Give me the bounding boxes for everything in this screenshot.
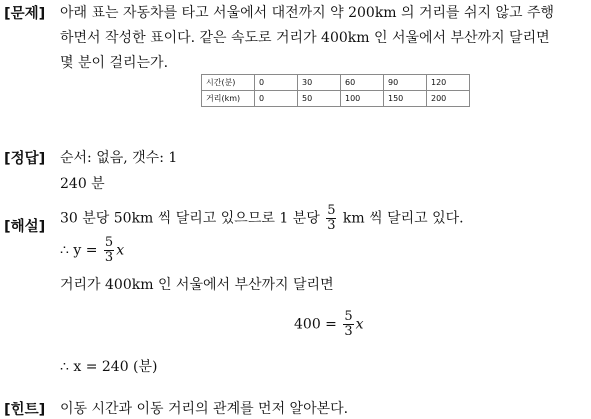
fraction-denominator: 3 (104, 250, 114, 265)
fraction-numerator: 5 (344, 309, 353, 324)
variable-x: x (116, 242, 125, 259)
solution-line-1 (60, 204, 464, 233)
fraction-denominator: 3 (344, 324, 353, 339)
solution-line-5: ∴ x = 240 (분) (60, 359, 158, 375)
problem-line-1: 아래 표는 자동차를 타고 서울에서 대전까지 약 200km 의 거리를 쉬지 않고 주행 (60, 5, 555, 21)
problem-tag: [문제] (4, 6, 46, 22)
solution-equation (294, 310, 364, 339)
answer-line-2: 240 분 (60, 176, 105, 192)
solution-line-3: 거리가 400km 인 서울에서 부산까지 달리면 (60, 277, 334, 293)
hint-text: 이동 시간과 이동 거리의 관계를 먼저 알아본다. (60, 401, 349, 417)
fraction-denominator: 3 (327, 218, 336, 233)
table-cell: 0 (255, 91, 298, 107)
table-cell: 50 (298, 91, 341, 107)
table-cell: 0 (255, 75, 298, 91)
table-cell: 30 (298, 75, 341, 91)
solution-tag: [해설] (4, 219, 46, 235)
table-row-time (202, 75, 470, 91)
variable-x: x (355, 316, 364, 333)
fraction (326, 204, 336, 233)
data-table (201, 74, 470, 107)
table-cell: 120 (427, 75, 470, 91)
equation-pre: 400 = (294, 316, 337, 333)
table-cell: 200 (427, 91, 470, 107)
table-cell: 100 (341, 91, 384, 107)
fraction (343, 310, 353, 339)
table-cell: 150 (384, 91, 427, 107)
table-header: 거리(km) (202, 91, 255, 107)
fraction-numerator: 5 (104, 235, 114, 250)
table-cell: 60 (341, 75, 384, 91)
table-header: 시간(분) (202, 75, 255, 91)
table-cell: 90 (384, 75, 427, 91)
solution-line-2-pre: ∴ y = (60, 242, 98, 259)
solution-line-1-pre: 30 분당 50km 씩 달리고 있으므로 1 분당 (60, 210, 320, 227)
fraction-numerator: 5 (327, 203, 336, 218)
answer-line-1: 순서: 없음, 갯수: 1 (60, 150, 178, 166)
problem-line-3: 몇 분이 걸리는가. (60, 55, 169, 71)
table-row-distance (202, 91, 470, 107)
fraction (104, 236, 114, 265)
solution-line-2 (60, 236, 124, 265)
problem-line-2: 하면서 작성한 표이다. 같은 속도로 거리가 400km 인 서울에서 부산까지 달리면 (60, 30, 550, 46)
solution-line-1-post: km 씩 달리고 있다. (342, 210, 464, 227)
answer-tag: [정답] (4, 151, 46, 167)
hint-tag: [힌트] (4, 402, 46, 418)
